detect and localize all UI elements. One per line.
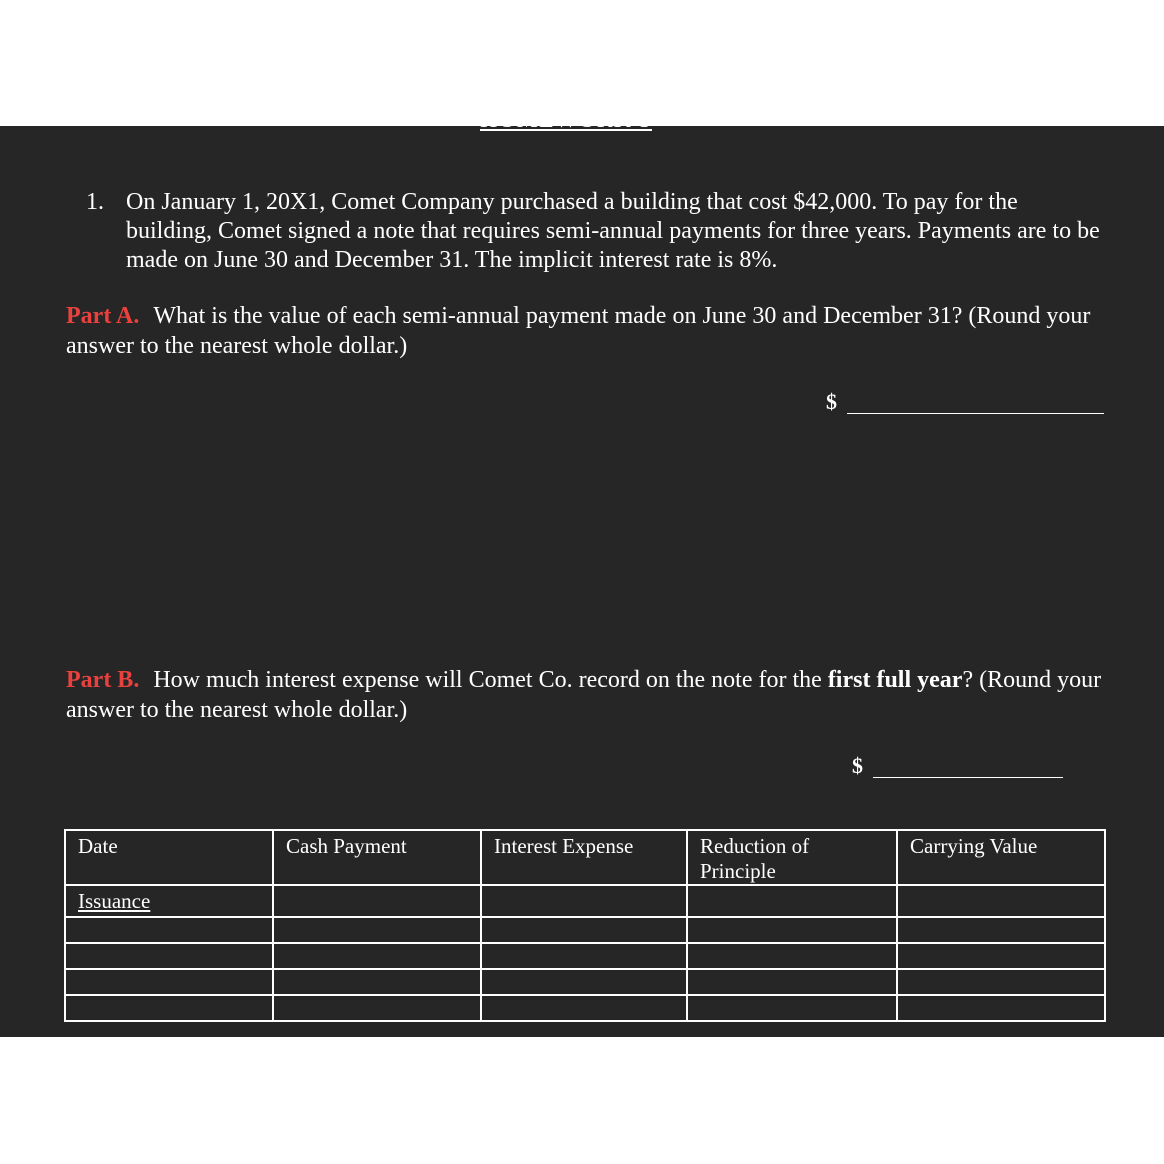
question-number: 1. bbox=[86, 189, 104, 215]
table-cell[interactable] bbox=[897, 885, 1105, 917]
table-cell[interactable] bbox=[273, 943, 481, 969]
table-cell[interactable] bbox=[481, 917, 687, 943]
table-row bbox=[65, 969, 1105, 995]
table-row bbox=[65, 917, 1105, 943]
table-cell[interactable] bbox=[897, 943, 1105, 969]
table-cell[interactable] bbox=[273, 995, 481, 1021]
table-cell[interactable] bbox=[687, 885, 897, 917]
part-b-text-before: How much interest expense will Comet Co. record on the note for the bbox=[153, 667, 822, 693]
header-date: Date bbox=[65, 830, 273, 885]
table-cell[interactable] bbox=[897, 917, 1105, 943]
table-cell-date: Issuance bbox=[65, 885, 273, 917]
table-cell-date[interactable] bbox=[65, 995, 273, 1021]
document-heading-text: HOMEWORK 5 bbox=[480, 108, 652, 132]
part-b-answer-blank[interactable] bbox=[873, 757, 1063, 778]
table-cell[interactable] bbox=[481, 969, 687, 995]
table-cell[interactable] bbox=[273, 885, 481, 917]
table-cell[interactable] bbox=[481, 995, 687, 1021]
table-header-row bbox=[65, 830, 1105, 885]
table-cell[interactable] bbox=[687, 969, 897, 995]
table-cell-date[interactable] bbox=[65, 943, 273, 969]
table-cell[interactable] bbox=[897, 969, 1105, 995]
header-reduction-of-principle: Reduction of Principle bbox=[687, 830, 897, 885]
table-cell[interactable] bbox=[273, 969, 481, 995]
table-cell[interactable] bbox=[897, 995, 1105, 1021]
part-b-text-after: ? (Round your answer to the nearest whole dollar.) bbox=[66, 667, 1102, 723]
part-a-label: Part A. bbox=[66, 303, 140, 329]
table-row bbox=[65, 943, 1105, 969]
part-a-answer-blank[interactable] bbox=[847, 391, 1104, 414]
part-a-text: What is the value of each semi-annual payment made on June 30 and December 31? (Round your answer to the nearest whole dollar.) bbox=[66, 303, 1091, 359]
table-row bbox=[65, 885, 1105, 917]
document-heading bbox=[480, 108, 672, 132]
part-b-text-bold: first full year bbox=[827, 667, 963, 693]
table-cell[interactable] bbox=[687, 917, 897, 943]
part-a-answer[interactable] bbox=[826, 390, 1104, 414]
part-b-label: Part B. bbox=[66, 667, 140, 693]
table-row bbox=[65, 995, 1105, 1021]
part-b-dollar-sign: $ bbox=[852, 753, 863, 778]
table-cell-date[interactable] bbox=[65, 917, 273, 943]
table-cell[interactable] bbox=[273, 917, 481, 943]
part-b-answer[interactable] bbox=[852, 754, 1063, 778]
header-carrying-value: Carrying Value bbox=[897, 830, 1105, 885]
part-a-prompt bbox=[66, 302, 1106, 361]
question-text: On January 1, 20X1, Comet Company purchased a building that cost $42,000. To pay for the building, Comet signed a note that requires semi-annual payments for three years. Payments are to be made on June 30 and December 31. The implicit interest rate is 8%. bbox=[126, 189, 1100, 273]
header-cash-payment: Cash Payment bbox=[273, 830, 481, 885]
table-cell[interactable] bbox=[687, 995, 897, 1021]
amortization-table bbox=[64, 829, 1106, 1022]
part-b-prompt bbox=[66, 666, 1106, 725]
table-cell[interactable] bbox=[481, 943, 687, 969]
table-cell[interactable] bbox=[481, 885, 687, 917]
part-a-dollar-sign: $ bbox=[826, 389, 837, 414]
table-cell-date[interactable] bbox=[65, 969, 273, 995]
header-interest-expense: Interest Expense bbox=[481, 830, 687, 885]
table-cell[interactable] bbox=[687, 943, 897, 969]
